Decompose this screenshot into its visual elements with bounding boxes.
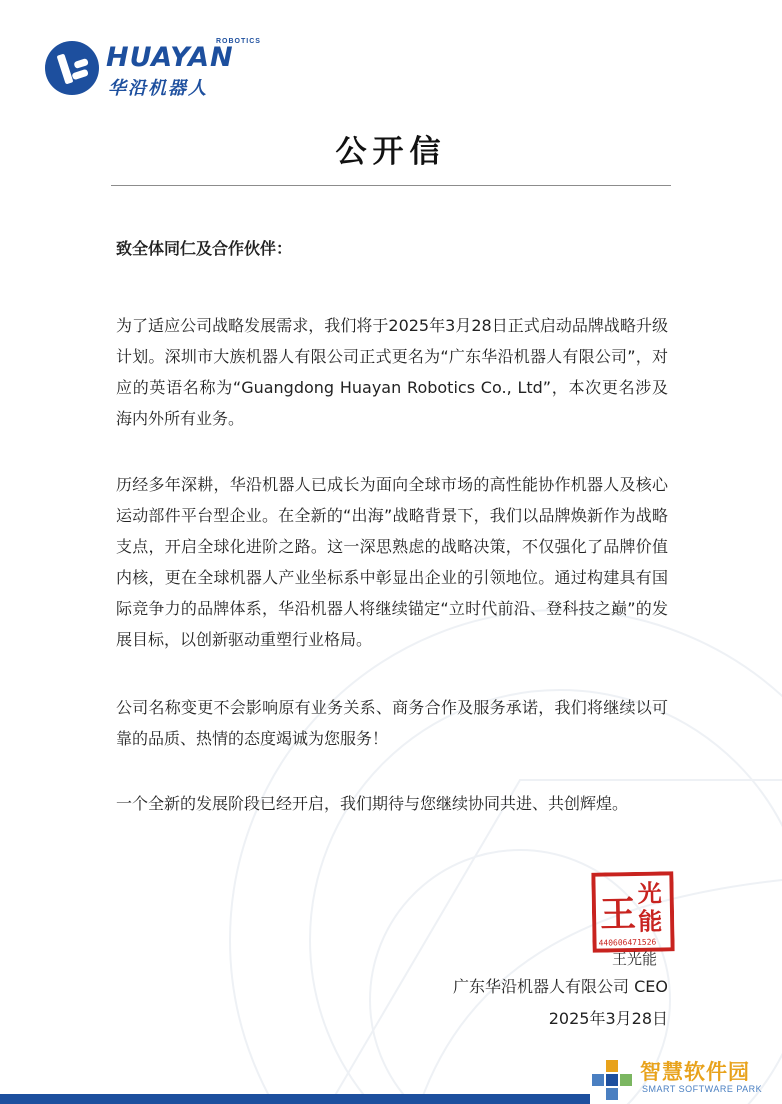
title-divider [111,185,671,186]
watermark-name-en: SMART SOFTWARE PARK [642,1084,763,1094]
letter-paragraph-4: 一个全新的发展阶段已经开启，我们期待与您继续协同共进、共创辉煌。 [116,794,629,813]
company-logo [44,38,261,99]
svg-text:王: 王 [599,892,637,936]
logo-brand-en: HUAYAN [106,42,234,73]
signer-company-title: 广东华沿机器人有限公司 CEO [453,977,668,996]
svg-text:光: 光 [637,878,662,908]
letter-paragraph-1: 为了适应公司战略发展需求，我们将于2025年3月28日正式启动品牌战略升级计划。深圳市大族机器人有限公司正式更名为“广东华沿机器人有限公司”，对应的英语名称为“Guangdong Huayan Robotics Co., Ltd”，本次更名涉及海内外所有业务。 [116,316,668,428]
signer-name: 王光能 [612,950,658,968]
logo-brand-cn: 华沿机器人 [108,78,208,99]
letter-salutation: 致全体同仁及合作伙伴： [116,239,293,258]
logo-robotics-label: ROBOTICS [216,38,261,45]
letter-title: 公开信 [335,134,447,170]
watermark-name-cn: 智慧软件园 [640,1060,750,1084]
letter-date: 2025年3月28日 [548,1009,668,1028]
smart-software-park-watermark [588,1054,782,1104]
ceo-seal-stamp [591,871,674,952]
letter-paragraph-2: 历经多年深耕，华沿机器人已成长为面向全球市场的高性能协作机器人及核心运动部件平台型企业。在全新的“出海”战略背景下，我们以品牌焕新作为战略支点，开启全球化进阶之路。这一深思熟虑的战略决策，不仅强化了品牌价值内核，更在全球机器人产业坐标系中彰显出企业的引领地位。通过构建具有国际竞争力的品牌体系，华沿机器人将继续锚定“立时代前沿、登科技之巅”的发展目标，以创新驱动重塑行业格局。 [116,475,668,649]
footer-bar [0,1094,590,1104]
smart-software-park-logo-icon [590,1058,634,1102]
letter-paragraph-3: 公司名称变更不会影响原有业务关系、商务合作及服务承诺，我们将继续以可靠的品质、热情的态度竭诚为您服务！ [116,698,668,748]
svg-text:能: 能 [637,906,663,936]
svg-text:440606471526: 440606471526 [598,937,657,948]
huayan-logo-mark-icon [44,40,100,96]
